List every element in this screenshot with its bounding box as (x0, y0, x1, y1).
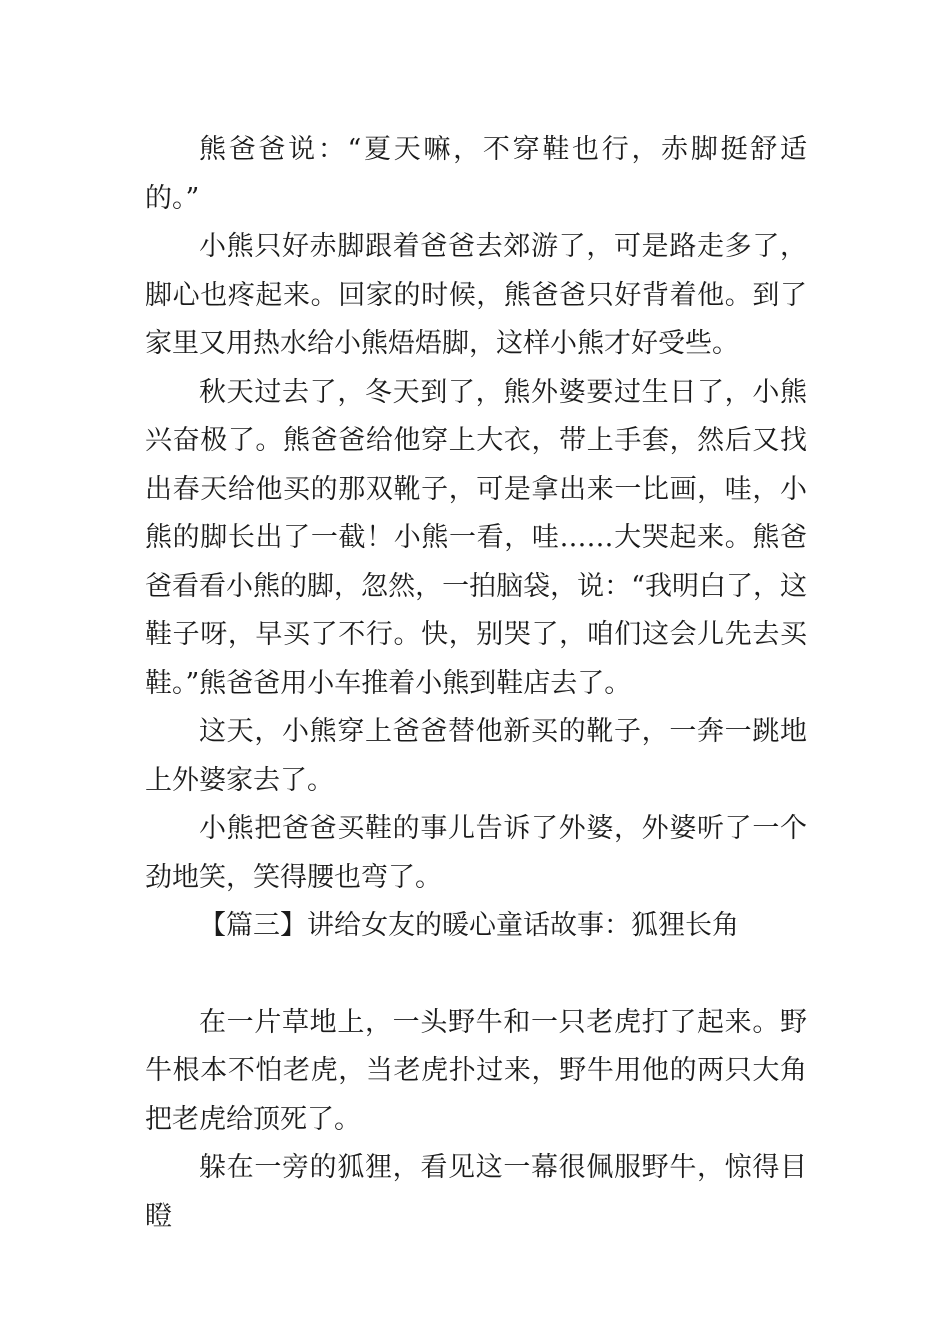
paragraph-6: 在一片草地上，一头野牛和一只老虎打了起来。野牛根本不怕老虎，当老虎扑过来，野牛用他的两只大角把老虎给顶死了。 (145, 1006, 807, 1135)
paragraph-1: 熊爸爸说：“夏天嘛，不穿鞋也行，赤脚挺舒适的。” (145, 134, 807, 214)
paragraph-2: 小熊只好赤脚跟着爸爸去郊游了，可是路走多了，脚心也疼起来。回家的时候，熊爸爸只好背着他。到了家里又用热水给小熊焐焐脚，这样小熊才好受些。 (145, 231, 807, 359)
paragraph-7: 躲在一旁的狐狸，看见这一幕很佩服野牛，惊得目瞪 (145, 1152, 807, 1232)
section-heading: 【篇三】讲给女友的暖心童话故事：狐狸长角 (199, 910, 739, 941)
paragraph-3: 秋天过去了，冬天到了，熊外婆要过生日了，小熊兴奋极了。熊爸爸给他穿上大衣，带上手套，然后又找出春天给他买的那双靴子，可是拿出来一比画，哇，小熊的脚长出了一截！小熊一看，哇……大哭起来。熊爸爸看看小熊的脚，忽然，一拍脑袋，说：“我明白了，这鞋子呀，早买了不行。快，别哭了，咱们这会儿先去买鞋。”熊爸爸用小车推着小熊到鞋店去了。 (145, 376, 807, 699)
document-body (145, 126, 807, 1241)
blank-line (145, 951, 807, 999)
paragraph-4: 这天，小熊穿上爸爸替他新买的靴子，一奔一跳地上外婆家去了。 (145, 716, 807, 796)
paragraph-5: 小熊把爸爸买鞋的事儿告诉了外婆，外婆听了一个劲地笑，笑得腰也弯了。 (145, 813, 807, 893)
